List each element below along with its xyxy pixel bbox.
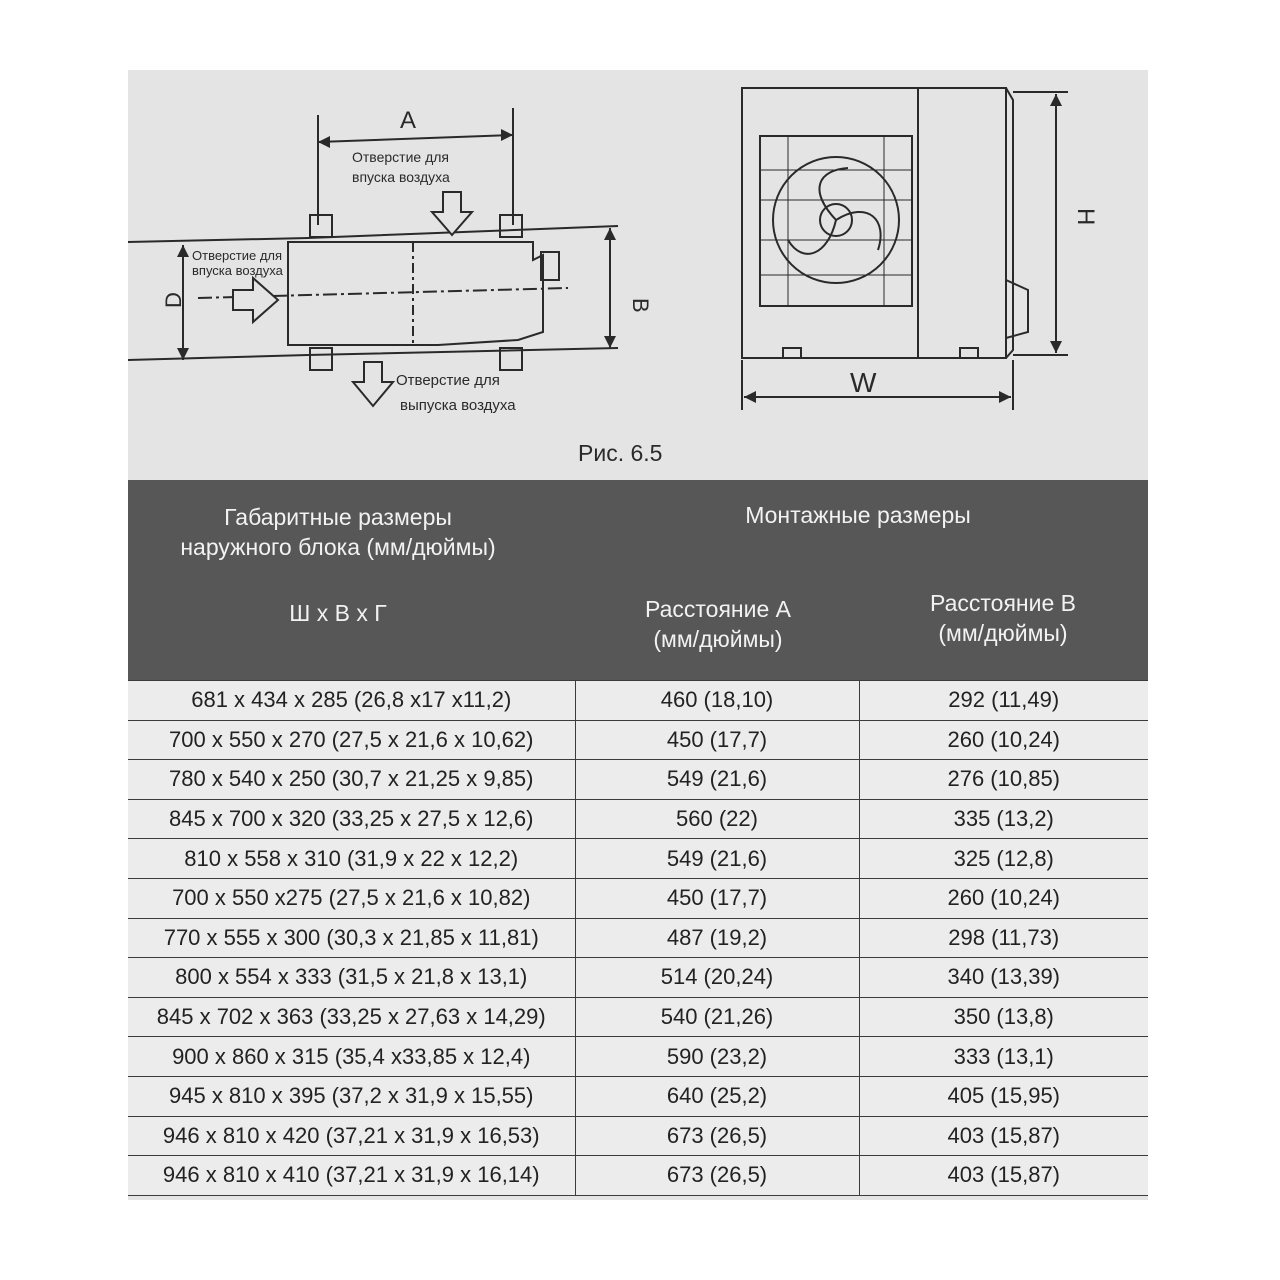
table-row (128, 1156, 1148, 1196)
label-intake-left-1: Отверстие для (192, 248, 283, 263)
cell-dimensions: 900 x 860 x 315 (35,4 x33,85 x 12,4) (128, 1037, 575, 1077)
figure-caption: Рис. 6.5 (578, 440, 663, 466)
table-row (128, 997, 1148, 1037)
table-body (128, 680, 1148, 1196)
label-a: A (400, 107, 417, 134)
intake-arrow-top (432, 192, 472, 235)
header-col2-line2: (мм/дюймы) (653, 626, 783, 652)
cell-dimensions: 946 x 810 x 420 (37,21 x 31,9 x 16,53) (128, 1116, 575, 1156)
table-header (128, 480, 1148, 680)
label-d: D (161, 292, 186, 308)
header-col2 (578, 594, 858, 654)
cell-distance-b: 403 (15,87) (859, 1116, 1148, 1156)
cell-dimensions: 681 x 434 x 285 (26,8 x17 x11,2) (128, 681, 575, 721)
cell-distance-a: 549 (21,6) (575, 839, 859, 879)
header-group: Монтажные размеры (745, 502, 971, 528)
cell-dimensions: 845 x 702 x 363 (33,25 x 27,63 x 14,29) (128, 997, 575, 1037)
table-row (128, 878, 1148, 918)
label-exhaust-2: выпуска воздуха (400, 397, 516, 414)
table-row (128, 760, 1148, 800)
label-intake-left-2: впуска воздуха (192, 263, 283, 278)
cell-dimensions: 945 x 810 x 395 (37,2 x 31,9 x 15,55) (128, 1076, 575, 1116)
table-row (128, 720, 1148, 760)
table-row (128, 1076, 1148, 1116)
cell-distance-b: 292 (11,49) (859, 681, 1148, 721)
cell-dimensions: 700 x 550 x275 (27,5 x 21,6 x 10,82) (128, 878, 575, 918)
cell-distance-b: 260 (10,24) (859, 878, 1148, 918)
header-col3 (858, 588, 1148, 648)
cell-distance-a: 450 (17,7) (575, 878, 859, 918)
cell-distance-a: 450 (17,7) (575, 720, 859, 760)
label-h: H (1072, 208, 1099, 226)
label-b: B (628, 298, 653, 313)
label-intake-top-2: впуска воздуха (352, 169, 450, 185)
cell-dimensions: 780 x 540 x 250 (30,7 x 21,25 x 9,85) (128, 760, 575, 800)
front-view-unit (742, 88, 1028, 358)
label-w: W (850, 367, 877, 398)
cell-distance-a: 514 (20,24) (575, 958, 859, 998)
cell-dimensions: 700 x 550 x 270 (27,5 x 21,6 x 10,62) (128, 720, 575, 760)
table-row (128, 1037, 1148, 1077)
cell-dimensions: 845 x 700 x 320 (33,25 x 27,5 x 12,6) (128, 799, 575, 839)
cell-distance-a: 640 (25,2) (575, 1076, 859, 1116)
cell-distance-a: 590 (23,2) (575, 1037, 859, 1077)
cell-distance-b: 403 (15,87) (859, 1156, 1148, 1196)
cell-distance-b: 325 (12,8) (859, 839, 1148, 879)
label-intake-top-1: Отверстие для (352, 149, 449, 165)
dimensions-table (128, 480, 1148, 1196)
table-row (128, 681, 1148, 721)
table-row (128, 958, 1148, 998)
dimension-a-line (318, 135, 513, 142)
label-exhaust-1: Отверстие для (396, 372, 500, 389)
cell-distance-a: 460 (18,10) (575, 681, 859, 721)
manual-page (128, 70, 1148, 1200)
cell-distance-a: 560 (22) (575, 799, 859, 839)
table-row (128, 799, 1148, 839)
header-col2-line1: Расстояние А (645, 596, 791, 622)
top-view-unit (128, 215, 618, 370)
header-col1-line2: наружного блока (мм/дюймы) (180, 534, 496, 560)
cell-distance-b: 405 (15,95) (859, 1076, 1148, 1116)
cell-dimensions: 810 x 558 x 310 (31,9 x 22 x 12,2) (128, 839, 575, 879)
cell-distance-b: 276 (10,85) (859, 760, 1148, 800)
cell-distance-a: 673 (26,5) (575, 1116, 859, 1156)
header-col3-line2: (мм/дюймы) (938, 620, 1068, 646)
header-col3-line1: Расстояние В (930, 590, 1076, 616)
intake-arrow-left (233, 278, 278, 322)
table-row (128, 1116, 1148, 1156)
cell-distance-a: 673 (26,5) (575, 1156, 859, 1196)
table-row (128, 839, 1148, 879)
cell-distance-a: 540 (21,26) (575, 997, 859, 1037)
cell-distance-b: 350 (13,8) (859, 997, 1148, 1037)
cell-distance-b: 335 (13,2) (859, 799, 1148, 839)
cell-distance-b: 333 (13,1) (859, 1037, 1148, 1077)
cell-dimensions: 946 x 810 x 410 (37,21 x 31,9 x 16,14) (128, 1156, 575, 1196)
exhaust-arrow-bottom (353, 362, 393, 406)
cell-distance-b: 260 (10,24) (859, 720, 1148, 760)
header-col1-line1: Габаритные размеры (224, 504, 452, 530)
cell-distance-a: 487 (19,2) (575, 918, 859, 958)
table-row (128, 918, 1148, 958)
cell-dimensions: 770 x 555 x 300 (30,3 x 21,85 x 11,81) (128, 918, 575, 958)
cell-dimensions: 800 x 554 x 333 (31,5 x 21,8 x 13,1) (128, 958, 575, 998)
header-col1-sub: Ш х В х Г (289, 600, 387, 626)
cell-distance-a: 549 (21,6) (575, 760, 859, 800)
installation-diagram (128, 70, 1148, 440)
cell-distance-b: 298 (11,73) (859, 918, 1148, 958)
header-col1 (128, 502, 548, 562)
cell-distance-b: 340 (13,39) (859, 958, 1148, 998)
